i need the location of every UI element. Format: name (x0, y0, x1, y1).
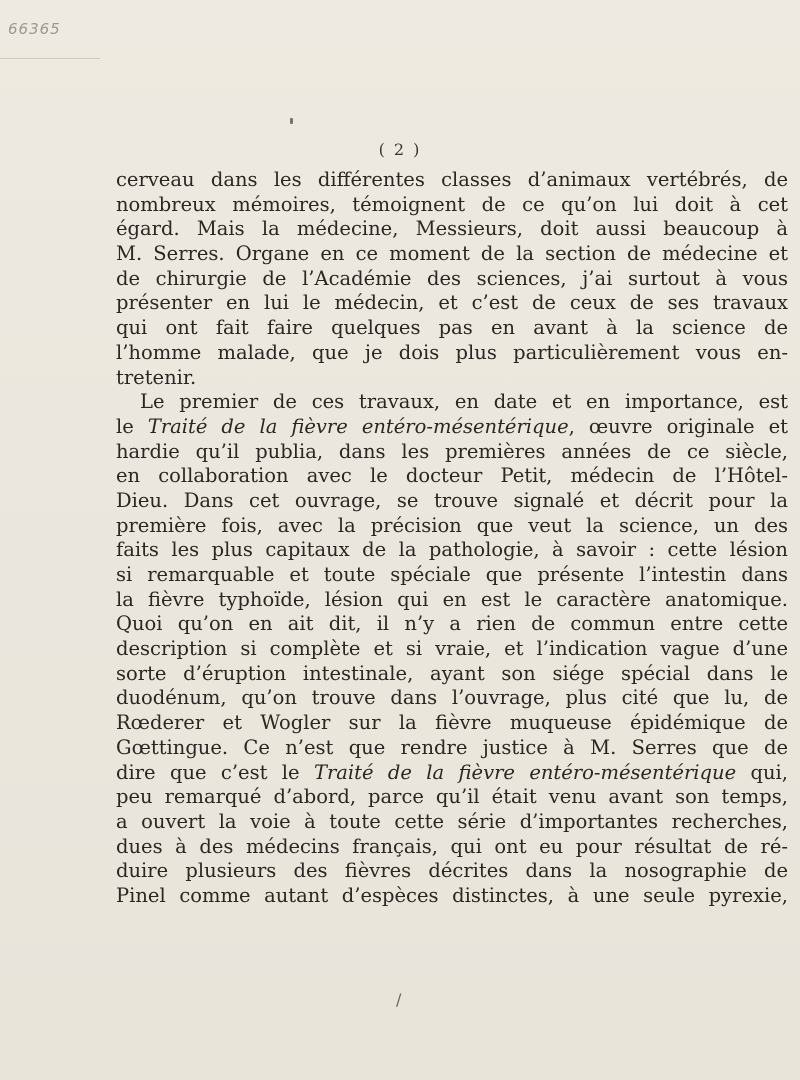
text-line (116, 341, 788, 366)
text-span: peu remarqué d’abord, parce qu’il était venu avant son temps, (116, 785, 788, 809)
text-line (116, 366, 788, 391)
text-line (116, 588, 788, 613)
text-span: en collaboration avec le docteur Petit, médecin de l’Hôtel- (116, 464, 788, 488)
text-line (116, 835, 788, 860)
ink-dot-mark (290, 118, 293, 124)
text-line (116, 637, 788, 662)
text-span: présenter en lui le médecin, et c’est de ceux de ses travaux (116, 291, 788, 315)
text-span: hardie qu’il publia, dans les premières années de ce siècle, (116, 439, 788, 463)
text-span: faits les plus capitaux de la pathologie, à savoir : cette lésion (116, 538, 788, 562)
text-span: si remarquable et toute spéciale que présente l’intestin dans (116, 563, 788, 586)
text-line (116, 686, 788, 711)
text-span: dues à des médecins français, qui ont eu pour résultat de ré- (116, 834, 788, 858)
text-line (116, 761, 788, 786)
text-line (116, 193, 788, 218)
text-line (116, 662, 788, 687)
text-line (116, 810, 788, 835)
text-span: , œuvre originale et (568, 414, 788, 438)
text-span: qui ont fait faire quelques pas en avant à la science de (116, 316, 788, 340)
text-line (116, 612, 788, 637)
text-line (116, 859, 788, 884)
text-line (116, 464, 788, 489)
text-span: Pinel comme autant d’espèces distinctes, à une seule pyrexie, (116, 883, 788, 907)
text-line (116, 489, 788, 514)
text-line (116, 217, 788, 242)
text-line (116, 538, 788, 563)
text-span: Quoi qu’on en ait dit, il n’y a rien de commun entre cette (116, 612, 788, 636)
text-span: sorte d’éruption intestinale, ayant son siége spécial dans le (116, 661, 788, 685)
text-span: dire que c’est le (116, 760, 314, 784)
handwritten-catalog-note: 66365 (8, 20, 61, 38)
text-span: description si complète et si vraie, et l’indication vague d’une (116, 637, 788, 661)
text-span: cerveau dans les différentes classes d’animaux vertébrés, de (116, 168, 788, 191)
text-line (116, 168, 788, 193)
text-span: le (116, 414, 148, 438)
text-line (116, 267, 788, 292)
text-span: Le premier de ces travaux, en date et en importance, est (140, 390, 788, 414)
italic-title: Traité de la fièvre entéro-mésentérique (313, 760, 737, 784)
header-rule (0, 58, 100, 59)
text-line (116, 390, 788, 415)
text-span: M. Serres. Organe en ce moment de la section de médecine et (116, 242, 788, 266)
text-line (116, 785, 788, 810)
text-span: la fièvre typhoïde, lésion qui en est le caractère anatomique. (116, 587, 788, 611)
text-span: l’homme malade, que je dois plus particulièrement vous en- (116, 340, 788, 364)
text-span: de chirurgie de l’Académie des sciences, j’ai surtout à vous (116, 266, 788, 290)
text-span: égard. Mais la médecine, Messieurs, doit aussi beaucoup à (116, 217, 788, 241)
text-line (116, 316, 788, 341)
text-line (116, 415, 788, 440)
text-span: tretenir. (116, 365, 197, 389)
text-span: qui, (736, 760, 788, 784)
text-line (116, 514, 788, 539)
text-span: Dieu. Dans cet ouvrage, se trouve signalé et décrit pour la (116, 488, 788, 512)
page-number: ( 2 ) (378, 140, 422, 159)
text-line (116, 291, 788, 316)
text-line (116, 242, 788, 267)
text-span: nombreux mémoires, témoignent de ce qu’on lui doit à cet (116, 192, 788, 216)
pencil-mark: / (396, 990, 402, 1009)
italic-title: Traité de la fièvre entéro-mésentérique (147, 414, 569, 438)
text-span: duire plusieurs des fièvres décrites dans la nosographie de (116, 859, 788, 883)
text-line (116, 563, 788, 588)
text-line (116, 884, 788, 909)
text-span: duodénum, qu’on trouve dans l’ouvrage, plus cité que lu, de (116, 686, 788, 710)
text-line (116, 711, 788, 736)
text-span: Gœttingue. Ce n’est que rendre justice à M. Serres que de (116, 735, 788, 759)
text-span: a ouvert la voie à toute cette série d’importantes recherches, (116, 809, 788, 833)
text-line (116, 736, 788, 761)
body-text (116, 168, 788, 909)
text-line (116, 440, 788, 465)
text-span: première fois, avec la précision que veut la science, un des (116, 513, 788, 537)
text-span: Rœderer et Wogler sur la fièvre muqueuse épidémique de (116, 711, 788, 735)
